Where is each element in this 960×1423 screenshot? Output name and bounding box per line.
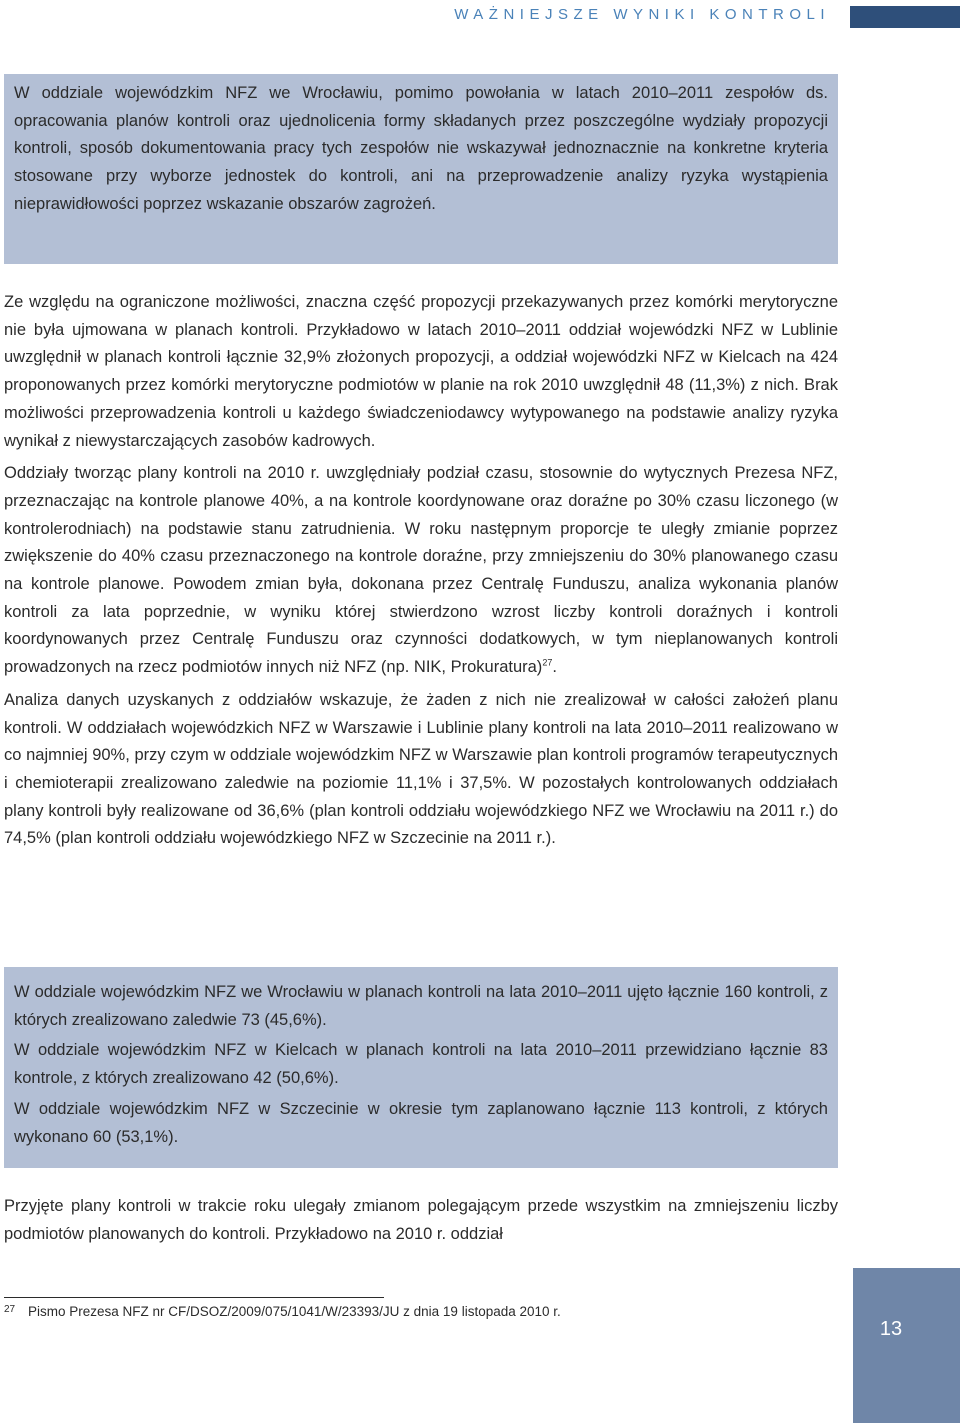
body-text-continued (4, 1193, 838, 1248)
paragraph-text: Oddziały tworząc plany kontroli na 2010 r. uwzględniały podział czasu, stosownie do wytycznych Prezesa NFZ, przeznaczając na kontrole planowe 40%, a na kontrole koordynowane oraz doraźne po 30% czasu liczonego (w kontrolerodniach) na podstawie stanu zatrudnienia. W roku następnym proporcje te uległy zmianie poprzez zwiększenie do 40% czasu przeznaczonego na kontrole doraźne, przy zmniejszeniu do 30% planowanego czasu na kontrole planowe. Powodem zmian była, dokonana przez Centralę Funduszu, analiza wykonania planów kontroli za lata poprzednie, w wyniku której stwierdzono wzrost liczby kontroli doraźnych i kontroli koordynowanych przez Centralę Funduszu oraz czynności dodatkowych, w tym nieplanowanych kontroli prowadzonych na rzecz podmiotów innych niż NFZ (np. NIK, Prokuratura) (4, 464, 838, 677)
footnote-text: Pismo Prezesa NFZ nr CF/DSOZ/2009/075/1041/W/23393/JU z dnia 19 listopada 2010 r. (28, 1304, 561, 1319)
paragraph-time-allocation (4, 460, 838, 682)
highlight-paragraph-szczecin: W oddziale wojewódzkim NFZ w Szczecinie w okresie tym zaplanowano łącznie 113 kontroli, z których wykonano 60 (53,1%). (14, 1099, 828, 1146)
footnote-reference[interactable]: 27 (542, 657, 553, 668)
highlight-box-wroclaw-teams (4, 74, 838, 264)
footnote (4, 1304, 561, 1319)
highlight-paragraph-wroclaw: W oddziale wojewódzkim NFZ we Wrocławiu w planach kontroli na lata 2010–2011 ujęto łącznie 160 kontroli, z których zrealizowano zaledwie 73 (45,6%). (14, 983, 828, 1029)
highlight-box-plan-results (4, 967, 838, 1168)
page-number-block (853, 1268, 960, 1423)
paragraph-plan-execution: Analiza danych uzyskanych z oddziałów wskazuje, że żaden z nich nie zrealizował w całości założeń planu kontroli. W oddziałach wojewódzkich NFZ w Warszawie i Lublinie plany kontroli na lata 2010–2011 realizowano w co najmniej 90%, przy czym w oddziale wojewódzkim NFZ w Warszawie plan kontroli programów terapeutycznych i chemioterapii zrealizowano zaledwie na poziomie 11,1% i 37,5%. W pozostałych kontrolowanych oddziałach plany kontroli były realizowane od 36,6% (plan kontroli oddziału wojewódzkiego NFZ we Wrocławiu na 2011 r.) do 74,5% (plan kontroli oddziału wojewódzkiego NFZ w Szczecinie na 2011 r.). (4, 690, 838, 848)
highlight-paragraph: W oddziale wojewódzkim NFZ we Wrocławiu, pomimo powołania w latach 2010–2011 zespołów ds. opracowania planów kontroli oraz ujednolicenia formy składanych przez poszczególne wydziały propozycji kontroli, sposób dokumentowania pracy tych zespołów nie wskazywał jednoznacznie na konkretne kryteria stosowane przy wyborze jednostek do kontroli, ani na przeprowadzenie analizy ryzyka wystąpienia nieprawidłowości poprzez wskazanie obszarów zagrożeń. (14, 84, 828, 213)
paragraph-plan-changes: Przyjęte plany kontroli w trakcie roku ulegały zmianom polegającym przede wszystkim na zmniejszeniu liczby podmiotów planowanych do kontroli. Przykładowo na 2010 r. oddział (4, 1197, 838, 1243)
paragraph-limited-capacity: Ze względu na ograniczone możliwości, znaczna część propozycji przekazywanych przez komórki merytoryczne nie była ujmowana w planach kontroli. Przykładowo w latach 2010–2011 oddział wojewódzki NFZ w Lublinie uwzględnił w planach kontroli łącznie 32,9% złożonych propozycji, a oddział wojewódzki NFZ w Kielcach na 424 proponowanych przez komórki merytoryczne podmiotów w planie na rok 2010 uwzględnił 48 (11,3%) z nich. Brak możliwości przeprowadzenia kontroli u każdego świadczeniodawcy wytypowanego na podstawie analizy ryzyka wynikał z niewystarczających zasobów kadrowych. (4, 293, 838, 450)
body-text-main (4, 289, 838, 858)
page-number: 13 (879, 1318, 903, 1340)
running-header: WAŻNIEJSZE WYNIKI KONTROLI (454, 6, 830, 23)
footnote-divider (4, 1297, 384, 1298)
header-color-block (850, 6, 960, 28)
highlight-paragraph-kielce: W oddziale wojewódzkim NFZ w Kielcach w planach kontroli na lata 2010–2011 przewidziano łącznie 83 kontrole, z których zrealizowano 42 (50,6%). (14, 1041, 828, 1088)
paragraph-end: . (552, 658, 557, 677)
footnote-number: 27 (4, 1304, 16, 1315)
